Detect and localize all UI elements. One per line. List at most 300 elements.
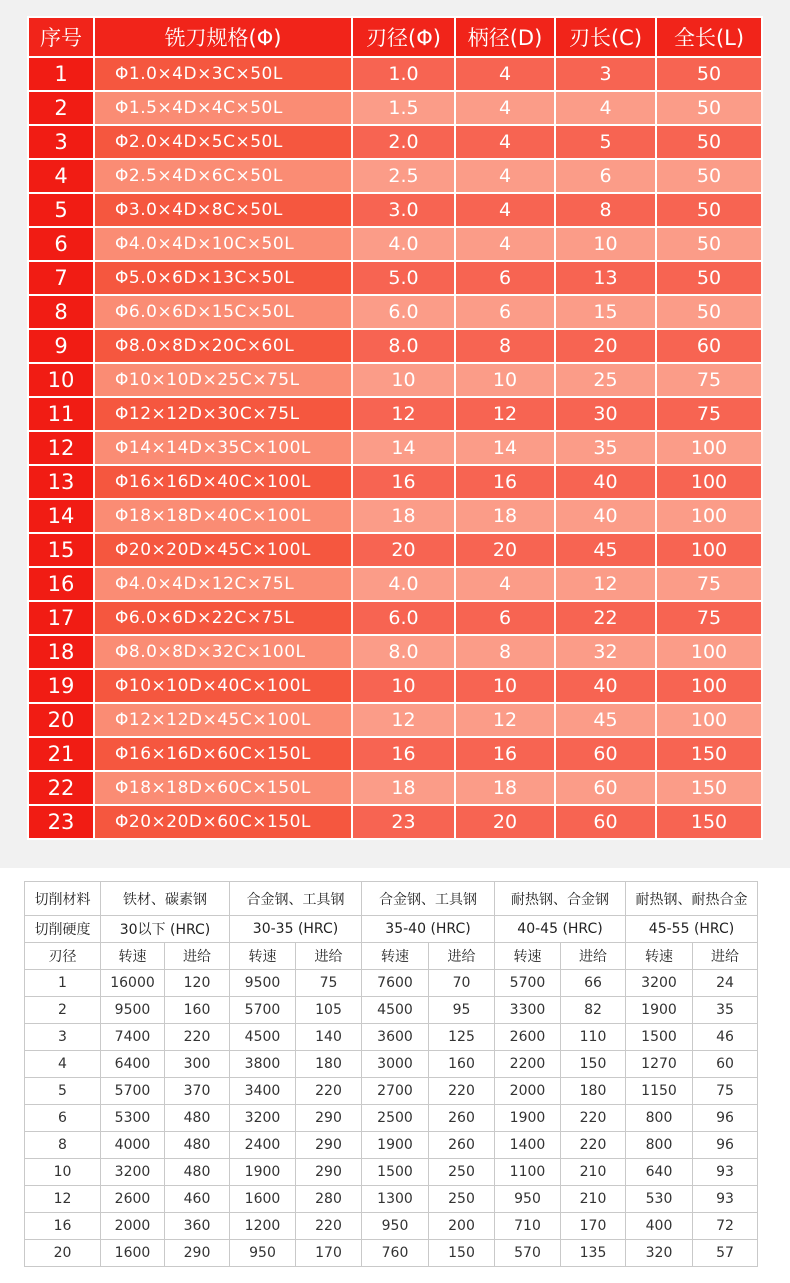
spec-blade-length-cell: 22 [555, 601, 656, 635]
cutting-speed-cell: 640 [626, 1159, 693, 1186]
cutting-speed-cell: 9500 [101, 997, 165, 1024]
spec-index-cell: 11 [28, 397, 94, 431]
spec-blade-diameter-cell: 1.5 [352, 91, 455, 125]
cutting-speed-cell: 9500 [230, 970, 296, 997]
spec-blade-diameter-cell: 6.0 [352, 601, 455, 635]
cutting-speed-cell: 7400 [101, 1024, 165, 1051]
spec-size-cell: Φ12×12D×30C×75L [94, 397, 352, 431]
hrc-unit: (HRC) [562, 921, 603, 937]
spec-index-cell: 8 [28, 295, 94, 329]
cutting-feed-cell: 220 [296, 1213, 362, 1240]
spec-size-cell: Φ8.0×8D×32C×100L [94, 635, 352, 669]
cutting-feed-cell: 105 [296, 997, 362, 1024]
spec-total-length-cell: 50 [656, 91, 762, 125]
spec-shank-diameter-cell: 4 [455, 159, 555, 193]
speed-label: 转速 [626, 943, 693, 970]
spec-size-cell: Φ4.0×4D×12C×75L [94, 567, 352, 601]
cutting-feed-cell: 250 [429, 1159, 495, 1186]
cutting-speed-cell: 3200 [230, 1105, 296, 1132]
spec-index-cell: 4 [28, 159, 94, 193]
spec-index-cell: 16 [28, 567, 94, 601]
spec-blade-diameter-cell: 2.5 [352, 159, 455, 193]
cutting-feed-cell: 95 [429, 997, 495, 1024]
spec-blade-diameter-cell: 16 [352, 737, 455, 771]
cutting-feed-cell: 480 [165, 1132, 230, 1159]
cutting-feed-cell: 82 [561, 997, 626, 1024]
cutting-body [25, 882, 758, 1267]
spec-body [28, 57, 762, 839]
header-spec: 铣刀规格(Φ) [94, 17, 352, 57]
cutting-feed-cell: 300 [165, 1051, 230, 1078]
cutting-feed-cell: 35 [693, 997, 758, 1024]
spec-shank-diameter-cell: 8 [455, 329, 555, 363]
spec-shank-diameter-cell: 16 [455, 465, 555, 499]
spec-shank-diameter-cell: 10 [455, 669, 555, 703]
cutting-speed-cell: 2600 [495, 1024, 561, 1051]
spec-row [28, 329, 762, 363]
spec-total-length-cell: 75 [656, 363, 762, 397]
cutting-feed-cell: 370 [165, 1078, 230, 1105]
spec-index-cell: 6 [28, 227, 94, 261]
cutting-speed-cell: 1100 [495, 1159, 561, 1186]
spec-shank-diameter-cell: 12 [455, 703, 555, 737]
spec-total-length-cell: 50 [656, 261, 762, 295]
cutting-feed-cell: 220 [165, 1024, 230, 1051]
hardness-cell [101, 916, 230, 943]
spec-shank-diameter-cell: 6 [455, 601, 555, 635]
cutting-speed-cell: 3200 [626, 970, 693, 997]
spec-size-cell: Φ6.0×6D×15C×50L [94, 295, 352, 329]
cutting-speed-cell: 400 [626, 1213, 693, 1240]
cutting-diameter-cell: 20 [25, 1240, 101, 1267]
spec-blade-diameter-cell: 3.0 [352, 193, 455, 227]
cutting-speed-cell: 4500 [362, 997, 429, 1024]
spec-index-cell: 17 [28, 601, 94, 635]
cutting-diameter-cell: 8 [25, 1132, 101, 1159]
spec-row [28, 159, 762, 193]
hardness-cell [626, 916, 758, 943]
spec-blade-diameter-cell: 8.0 [352, 329, 455, 363]
spec-blade-diameter-cell: 23 [352, 805, 455, 839]
spec-blade-diameter-cell: 14 [352, 431, 455, 465]
spec-index-cell: 19 [28, 669, 94, 703]
cutting-feed-cell: 460 [165, 1186, 230, 1213]
cutting-feed-cell: 200 [429, 1213, 495, 1240]
hardness-value: 45-55 [648, 921, 690, 937]
hardness-cell [230, 916, 362, 943]
cutting-speed-cell: 3300 [495, 997, 561, 1024]
spec-total-length-cell: 100 [656, 533, 762, 567]
spec-size-cell: Φ1.0×4D×3C×50L [94, 57, 352, 91]
spec-row [28, 227, 762, 261]
header-total-length: 全长(L) [656, 17, 762, 57]
spec-size-cell: Φ16×16D×40C×100L [94, 465, 352, 499]
cutting-row [25, 1186, 758, 1213]
spec-blade-length-cell: 32 [555, 635, 656, 669]
diameter-label: 刃径 [25, 943, 101, 970]
hrc-unit: (HRC) [693, 921, 735, 937]
spec-size-cell: Φ4.0×4D×10C×50L [94, 227, 352, 261]
spec-row [28, 363, 762, 397]
spec-total-length-cell: 60 [656, 329, 762, 363]
spec-index-cell: 20 [28, 703, 94, 737]
cutting-feed-cell: 290 [296, 1159, 362, 1186]
spec-blade-length-cell: 4 [555, 91, 656, 125]
spec-shank-diameter-cell: 14 [455, 431, 555, 465]
cutting-speed-cell: 950 [230, 1240, 296, 1267]
spec-shank-diameter-cell: 4 [455, 193, 555, 227]
cutting-speed-cell: 3000 [362, 1051, 429, 1078]
cutting-feed-cell: 125 [429, 1024, 495, 1051]
spec-shank-diameter-cell: 20 [455, 533, 555, 567]
spec-blade-diameter-cell: 10 [352, 669, 455, 703]
cutting-feed-cell: 93 [693, 1159, 758, 1186]
spec-blade-length-cell: 60 [555, 805, 656, 839]
cutting-speed-cell: 530 [626, 1186, 693, 1213]
cutting-feed-cell: 120 [165, 970, 230, 997]
cutting-feed-cell: 260 [429, 1132, 495, 1159]
cutting-feed-cell: 24 [693, 970, 758, 997]
spec-shank-diameter-cell: 16 [455, 737, 555, 771]
spec-shank-diameter-cell: 6 [455, 261, 555, 295]
spec-row [28, 567, 762, 601]
spec-index-cell: 22 [28, 771, 94, 805]
cutting-speed-cell: 2500 [362, 1105, 429, 1132]
cutting-feed-cell: 66 [561, 970, 626, 997]
cutting-speed-cell: 1500 [362, 1159, 429, 1186]
cutting-speed-cell: 3200 [101, 1159, 165, 1186]
cutting-speed-cell: 1900 [495, 1105, 561, 1132]
spec-row [28, 57, 762, 91]
spec-table [27, 16, 763, 840]
spec-blade-length-cell: 12 [555, 567, 656, 601]
hardness-row [25, 916, 758, 943]
spec-blade-length-cell: 40 [555, 669, 656, 703]
spec-total-length-cell: 100 [656, 635, 762, 669]
cutting-feed-cell: 210 [561, 1186, 626, 1213]
spec-blade-diameter-cell: 4.0 [352, 567, 455, 601]
spec-row [28, 703, 762, 737]
cutting-feed-cell: 260 [429, 1105, 495, 1132]
cutting-diameter-cell: 6 [25, 1105, 101, 1132]
cutting-speed-cell: 1400 [495, 1132, 561, 1159]
cutting-feed-cell: 220 [429, 1078, 495, 1105]
spec-row [28, 771, 762, 805]
spec-blade-diameter-cell: 18 [352, 771, 455, 805]
spec-shank-diameter-cell: 12 [455, 397, 555, 431]
spec-row [28, 805, 762, 839]
cutting-row [25, 1105, 758, 1132]
cutting-feed-cell: 180 [296, 1051, 362, 1078]
spec-size-cell: Φ20×20D×60C×150L [94, 805, 352, 839]
spec-total-length-cell: 100 [656, 669, 762, 703]
spec-size-cell: Φ20×20D×45C×100L [94, 533, 352, 567]
spec-blade-length-cell: 40 [555, 499, 656, 533]
spec-row [28, 295, 762, 329]
cutting-feed-cell: 96 [693, 1132, 758, 1159]
cutting-speed-cell: 1600 [101, 1240, 165, 1267]
spec-row [28, 635, 762, 669]
spec-total-length-cell: 75 [656, 601, 762, 635]
cutting-speed-cell: 3400 [230, 1078, 296, 1105]
spec-blade-length-cell: 15 [555, 295, 656, 329]
spec-total-length-cell: 150 [656, 737, 762, 771]
cutting-feed-cell: 220 [296, 1078, 362, 1105]
header-blade-diameter: 刃径(Φ) [352, 17, 455, 57]
spec-size-cell: Φ14×14D×35C×100L [94, 431, 352, 465]
cutting-row [25, 1024, 758, 1051]
spec-blade-diameter-cell: 4.0 [352, 227, 455, 261]
spec-blade-diameter-cell: 18 [352, 499, 455, 533]
spec-row [28, 737, 762, 771]
cutting-feed-cell: 57 [693, 1240, 758, 1267]
cutting-speed-cell: 320 [626, 1240, 693, 1267]
spec-blade-length-cell: 30 [555, 397, 656, 431]
cutting-feed-cell: 160 [429, 1051, 495, 1078]
spec-shank-diameter-cell: 4 [455, 91, 555, 125]
spec-blade-length-cell: 35 [555, 431, 656, 465]
material-cell: 合金钢、工具钢 [230, 882, 362, 916]
cutting-speed-cell: 5700 [230, 997, 296, 1024]
speed-label: 转速 [230, 943, 296, 970]
spec-blade-diameter-cell: 10 [352, 363, 455, 397]
cutting-speed-cell: 5300 [101, 1105, 165, 1132]
feed-label: 进给 [429, 943, 495, 970]
spec-blade-diameter-cell: 12 [352, 703, 455, 737]
spec-blade-diameter-cell: 12 [352, 397, 455, 431]
header-index: 序号 [28, 17, 94, 57]
cutting-speed-cell: 760 [362, 1240, 429, 1267]
cutting-feed-cell: 72 [693, 1213, 758, 1240]
spec-size-cell: Φ16×16D×60C×150L [94, 737, 352, 771]
spec-total-length-cell: 100 [656, 431, 762, 465]
spec-total-length-cell: 150 [656, 771, 762, 805]
spec-blade-length-cell: 5 [555, 125, 656, 159]
spec-blade-diameter-cell: 2.0 [352, 125, 455, 159]
spec-blade-diameter-cell: 16 [352, 465, 455, 499]
cutting-speed-cell: 800 [626, 1105, 693, 1132]
cutting-speed-cell: 2600 [101, 1186, 165, 1213]
cutting-feed-cell: 170 [561, 1213, 626, 1240]
spec-blade-length-cell: 45 [555, 703, 656, 737]
cutting-row [25, 970, 758, 997]
material-cell: 合金钢、工具钢 [362, 882, 495, 916]
speed-label: 转速 [101, 943, 165, 970]
spec-shank-diameter-cell: 18 [455, 499, 555, 533]
spec-row [28, 465, 762, 499]
spec-size-cell: Φ2.0×4D×5C×50L [94, 125, 352, 159]
spec-blade-length-cell: 6 [555, 159, 656, 193]
spec-row [28, 669, 762, 703]
cutting-speed-cell: 7600 [362, 970, 429, 997]
cutting-feed-cell: 290 [296, 1105, 362, 1132]
spec-blade-length-cell: 60 [555, 771, 656, 805]
cutting-speed-cell: 1270 [626, 1051, 693, 1078]
spec-total-length-cell: 50 [656, 57, 762, 91]
cutting-speed-cell: 1300 [362, 1186, 429, 1213]
cutting-speed-cell: 4500 [230, 1024, 296, 1051]
cutting-row [25, 1159, 758, 1186]
spec-total-length-cell: 50 [656, 227, 762, 261]
spec-blade-diameter-cell: 6.0 [352, 295, 455, 329]
cutting-speed-cell: 1900 [362, 1132, 429, 1159]
spec-header-row [28, 17, 762, 57]
spec-total-length-cell: 100 [656, 703, 762, 737]
cutting-diameter-cell: 5 [25, 1078, 101, 1105]
spec-size-cell: Φ2.5×4D×6C×50L [94, 159, 352, 193]
spec-shank-diameter-cell: 4 [455, 125, 555, 159]
spec-shank-diameter-cell: 4 [455, 227, 555, 261]
spec-total-length-cell: 75 [656, 567, 762, 601]
cutting-feed-cell: 93 [693, 1186, 758, 1213]
hardness-value: 30以下 [119, 922, 166, 938]
spec-index-cell: 21 [28, 737, 94, 771]
material-cell: 铁材、碳素钢 [101, 882, 230, 916]
cutting-feed-cell: 135 [561, 1240, 626, 1267]
cutting-feed-cell: 160 [165, 997, 230, 1024]
cutting-speed-cell: 1200 [230, 1213, 296, 1240]
feed-label: 进给 [561, 943, 626, 970]
cutting-speed-cell: 570 [495, 1240, 561, 1267]
cutting-feed-cell: 170 [296, 1240, 362, 1267]
cutting-feed-cell: 250 [429, 1186, 495, 1213]
spec-total-length-cell: 50 [656, 159, 762, 193]
spec-blade-diameter-cell: 20 [352, 533, 455, 567]
cutting-feed-cell: 46 [693, 1024, 758, 1051]
cutting-diameter-cell: 10 [25, 1159, 101, 1186]
spec-shank-diameter-cell: 20 [455, 805, 555, 839]
spec-blade-length-cell: 25 [555, 363, 656, 397]
spec-shank-diameter-cell: 4 [455, 567, 555, 601]
cutting-feed-cell: 96 [693, 1105, 758, 1132]
material-cell: 耐热钢、合金钢 [495, 882, 626, 916]
spec-index-cell: 13 [28, 465, 94, 499]
hardness-value: 35-40 [385, 921, 426, 937]
cutting-speed-cell: 800 [626, 1132, 693, 1159]
spec-row [28, 397, 762, 431]
feed-label: 进给 [693, 943, 758, 970]
cutting-row [25, 1132, 758, 1159]
hardness-cell [362, 916, 495, 943]
spec-row [28, 261, 762, 295]
speed-label: 转速 [362, 943, 429, 970]
spec-index-cell: 14 [28, 499, 94, 533]
spec-index-cell: 3 [28, 125, 94, 159]
cutting-speed-cell: 6400 [101, 1051, 165, 1078]
cutting-feed-cell: 70 [429, 970, 495, 997]
spec-blade-diameter-cell: 5.0 [352, 261, 455, 295]
cutting-feed-cell: 75 [296, 970, 362, 997]
cutting-row [25, 1240, 758, 1267]
cutting-row [25, 1051, 758, 1078]
hrc-unit: (HRC) [170, 922, 211, 938]
spec-row [28, 125, 762, 159]
spec-blade-length-cell: 20 [555, 329, 656, 363]
cutting-feed-cell: 110 [561, 1024, 626, 1051]
cutting-speed-cell: 3800 [230, 1051, 296, 1078]
feed-label: 进给 [165, 943, 230, 970]
cutting-row [25, 1078, 758, 1105]
spec-blade-length-cell: 10 [555, 227, 656, 261]
spec-size-cell: Φ3.0×4D×8C×50L [94, 193, 352, 227]
spec-size-cell: Φ18×18D×40C×100L [94, 499, 352, 533]
spec-size-cell: Φ10×10D×25C×75L [94, 363, 352, 397]
spec-blade-length-cell: 13 [555, 261, 656, 295]
spec-blade-length-cell: 40 [555, 465, 656, 499]
spec-blade-diameter-cell: 1.0 [352, 57, 455, 91]
cutting-speed-cell: 1150 [626, 1078, 693, 1105]
cutting-feed-cell: 280 [296, 1186, 362, 1213]
cutting-speed-cell: 2000 [101, 1213, 165, 1240]
cutting-speed-cell: 3600 [362, 1024, 429, 1051]
spec-row [28, 601, 762, 635]
spec-total-length-cell: 50 [656, 125, 762, 159]
hrc-unit: (HRC) [430, 921, 471, 937]
cutting-speed-cell: 1500 [626, 1024, 693, 1051]
spec-blade-length-cell: 45 [555, 533, 656, 567]
cutting-feed-cell: 140 [296, 1024, 362, 1051]
spec-shank-diameter-cell: 8 [455, 635, 555, 669]
hardness-value: 30-35 [252, 921, 294, 937]
spec-index-cell: 7 [28, 261, 94, 295]
spec-index-cell: 10 [28, 363, 94, 397]
spec-size-cell: Φ8.0×8D×20C×60L [94, 329, 352, 363]
hrc-unit: (HRC) [297, 921, 339, 937]
hardness-label: 切削硬度 [25, 916, 101, 943]
material-label: 切削材料 [25, 882, 101, 916]
spec-total-length-cell: 50 [656, 193, 762, 227]
speed-label: 转速 [495, 943, 561, 970]
spec-blade-length-cell: 8 [555, 193, 656, 227]
cutting-speed-cell: 710 [495, 1213, 561, 1240]
cutting-speed-cell: 2000 [495, 1078, 561, 1105]
cutting-feed-cell: 180 [561, 1078, 626, 1105]
spec-shank-diameter-cell: 18 [455, 771, 555, 805]
spec-shank-diameter-cell: 10 [455, 363, 555, 397]
cutting-row [25, 1213, 758, 1240]
cutting-diameter-cell: 2 [25, 997, 101, 1024]
spec-size-cell: Φ1.5×4D×4C×50L [94, 91, 352, 125]
spec-blade-diameter-cell: 8.0 [352, 635, 455, 669]
cutting-table [24, 881, 758, 1267]
cutting-feed-cell: 220 [561, 1132, 626, 1159]
cutting-feed-cell: 220 [561, 1105, 626, 1132]
cutting-diameter-cell: 3 [25, 1024, 101, 1051]
spec-size-cell: Φ10×10D×40C×100L [94, 669, 352, 703]
header-shank-diameter: 柄径(D) [455, 17, 555, 57]
cutting-row [25, 997, 758, 1024]
spec-row [28, 431, 762, 465]
cutting-feed-cell: 290 [165, 1240, 230, 1267]
cutting-feed-cell: 480 [165, 1105, 230, 1132]
spec-index-cell: 12 [28, 431, 94, 465]
cutting-speed-cell: 5700 [101, 1078, 165, 1105]
spec-index-cell: 9 [28, 329, 94, 363]
spec-size-cell: Φ18×18D×60C×150L [94, 771, 352, 805]
header-blade-length: 刃长(C) [555, 17, 656, 57]
spec-row [28, 533, 762, 567]
cutting-speed-cell: 1600 [230, 1186, 296, 1213]
spec-index-cell: 1 [28, 57, 94, 91]
cutting-panel [0, 868, 790, 1283]
spec-index-cell: 23 [28, 805, 94, 839]
spec-index-cell: 15 [28, 533, 94, 567]
cutting-diameter-cell: 12 [25, 1186, 101, 1213]
spec-size-cell: Φ12×12D×45C×100L [94, 703, 352, 737]
cutting-speed-cell: 16000 [101, 970, 165, 997]
spec-size-cell: Φ6.0×6D×22C×75L [94, 601, 352, 635]
spec-row [28, 91, 762, 125]
